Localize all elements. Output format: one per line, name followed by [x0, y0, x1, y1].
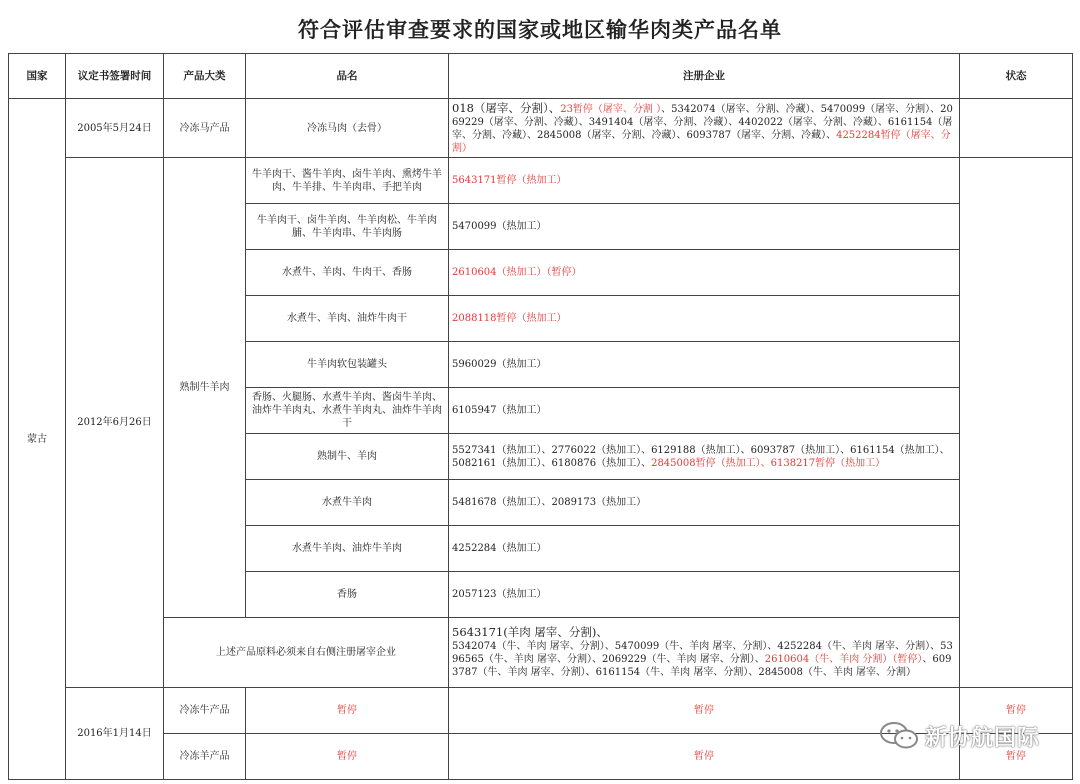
product-cell: 牛羊肉干、酱牛羊肉、卤牛羊肉、熏烤牛羊肉、牛羊排、牛羊肉串、手把羊肉 [246, 158, 449, 204]
company-cell: 2088118暂停（热加工） [449, 296, 960, 342]
product-cell: 水煮牛羊肉、油炸牛羊肉 [246, 526, 449, 572]
product-cell: 暂停 [246, 688, 449, 734]
header-date: 议定书签署时间 [66, 54, 164, 99]
company-text: 5643171(羊肉 屠宰、分割)、 [452, 625, 608, 639]
product-cell: 暂停 [246, 734, 449, 780]
table-row [9, 158, 1073, 204]
company-cell [449, 99, 960, 158]
status-cell: 暂停 [960, 688, 1073, 734]
date-cell: 2012年6月26日 [66, 158, 164, 688]
company-text-suspended: 23暂停（屠宰、分割 ） [560, 103, 662, 115]
company-cell: 6105947（热加工） [449, 388, 960, 434]
company-text-suspended: 2610604（牛、羊肉 分割）（暂停） [764, 654, 923, 665]
product-cell: 水煮牛、羊肉、牛肉干、香肠 [246, 250, 449, 296]
category-cell: 熟制牛羊肉 [164, 158, 246, 618]
company-cell: 5470099（热加工） [449, 204, 960, 250]
product-cell: 香肠、火腿肠、水煮牛羊肉、酱卤牛羊肉、油炸牛羊肉丸、水煮牛羊肉丸、油炸牛羊肉干 [246, 388, 449, 434]
header-status: 状态 [960, 54, 1073, 99]
company-cell: 暂停 [449, 688, 960, 734]
company-cell: 暂停 [449, 734, 960, 780]
company-text: 5527341（热加工）、2776022（热加工）、6129188（热加工）、6093787（热加工）、6161154（热加工）、5082161（热加工）、6180876（热加工）、 [452, 444, 950, 469]
company-text: 018（屠宰、分割）、 [452, 100, 561, 115]
company-text: 5342074（牛、羊肉 屠宰、分割）、5470099（牛、羊肉 屠宰、分割）、4252284（牛、羊肉 屠宰、分割）、5396565（牛、羊肉 屠宰、分割）、2069229（牛、羊肉 屠宰、分割）、 [452, 641, 953, 665]
company-cell: 2610604（热加工）（暂停） [449, 250, 960, 296]
category-cell: 冷冻牛产品 [164, 688, 246, 734]
product-cell: 上述产品原料必须来自右侧注册屠宰企业 [164, 618, 449, 688]
product-cell: 熟制牛、羊肉 [246, 434, 449, 480]
company-text-suspended: 4252284暂停（屠宰、分割） [452, 129, 951, 154]
company-cell: 5643171暂停（热加工） [449, 158, 960, 204]
date-cell: 2016年1月14日 [66, 688, 164, 780]
document-title: 符合评估审查要求的国家或地区输华肉类产品名单 [298, 17, 782, 42]
meat-products-table [8, 53, 1073, 780]
header-category: 产品大类 [164, 54, 246, 99]
product-cell: 牛羊肉软包装罐头 [246, 342, 449, 388]
header-country: 国家 [9, 54, 66, 99]
date-cell: 2005年5月24日 [66, 99, 164, 158]
watermark-text: 新协航国际 [924, 725, 1040, 751]
company-text: 、5342074（屠宰、分割、冷藏）、5470099（屠宰、分割）、2069229（屠宰、分割、冷藏）、3491404（屠宰、分割、冷藏）、4402022（屠宰、分割、冷藏）、6161154（屠宰、分割、冷藏）、2845008（屠宰、分割、冷藏）、6093787（屠宰、分割、冷藏）、 [452, 103, 953, 141]
company-cell: 4252284（热加工） [449, 526, 960, 572]
company-text: 、6093787（牛、羊肉 屠宰、分割）、6161154（牛、羊肉 屠宰、分割）、2845008（牛、羊肉 屠宰、分割） [452, 654, 952, 678]
category-cell: 冷冻羊产品 [164, 734, 246, 780]
company-cell [449, 618, 960, 688]
company-cell: 5960029（热加工） [449, 342, 960, 388]
country-cell: 蒙古 [9, 99, 66, 780]
company-cell: 2057123（热加工） [449, 572, 960, 618]
category-cell: 冷冻马产品 [164, 99, 246, 158]
product-cell: 牛羊肉干、卤牛羊肉、牛羊肉松、牛羊肉脯、牛羊肉串、牛羊肉肠 [246, 204, 449, 250]
header-row [9, 54, 1073, 99]
company-text-suspended: 2845008暂停（热加工）、6138217暂停（热加工） [651, 457, 886, 469]
product-cell: 冷冻马肉（去骨） [246, 99, 449, 158]
status-cell [960, 99, 1073, 158]
watermark [879, 720, 1040, 752]
company-cell [449, 434, 960, 480]
table-row [9, 618, 1073, 688]
status-cell: 暂停 [960, 734, 1073, 780]
product-cell: 香肠 [246, 572, 449, 618]
company-cell: 5481678（热加工）、2089173（热加工） [449, 480, 960, 526]
product-cell: 水煮牛、羊肉、油炸牛肉干 [246, 296, 449, 342]
status-cell [960, 158, 1073, 688]
chat-bubble-icon [879, 720, 919, 752]
header-company: 注册企业 [449, 54, 960, 99]
header-product: 品名 [246, 54, 449, 99]
product-cell: 水煮牛羊肉 [246, 480, 449, 526]
table-row [9, 99, 1073, 158]
